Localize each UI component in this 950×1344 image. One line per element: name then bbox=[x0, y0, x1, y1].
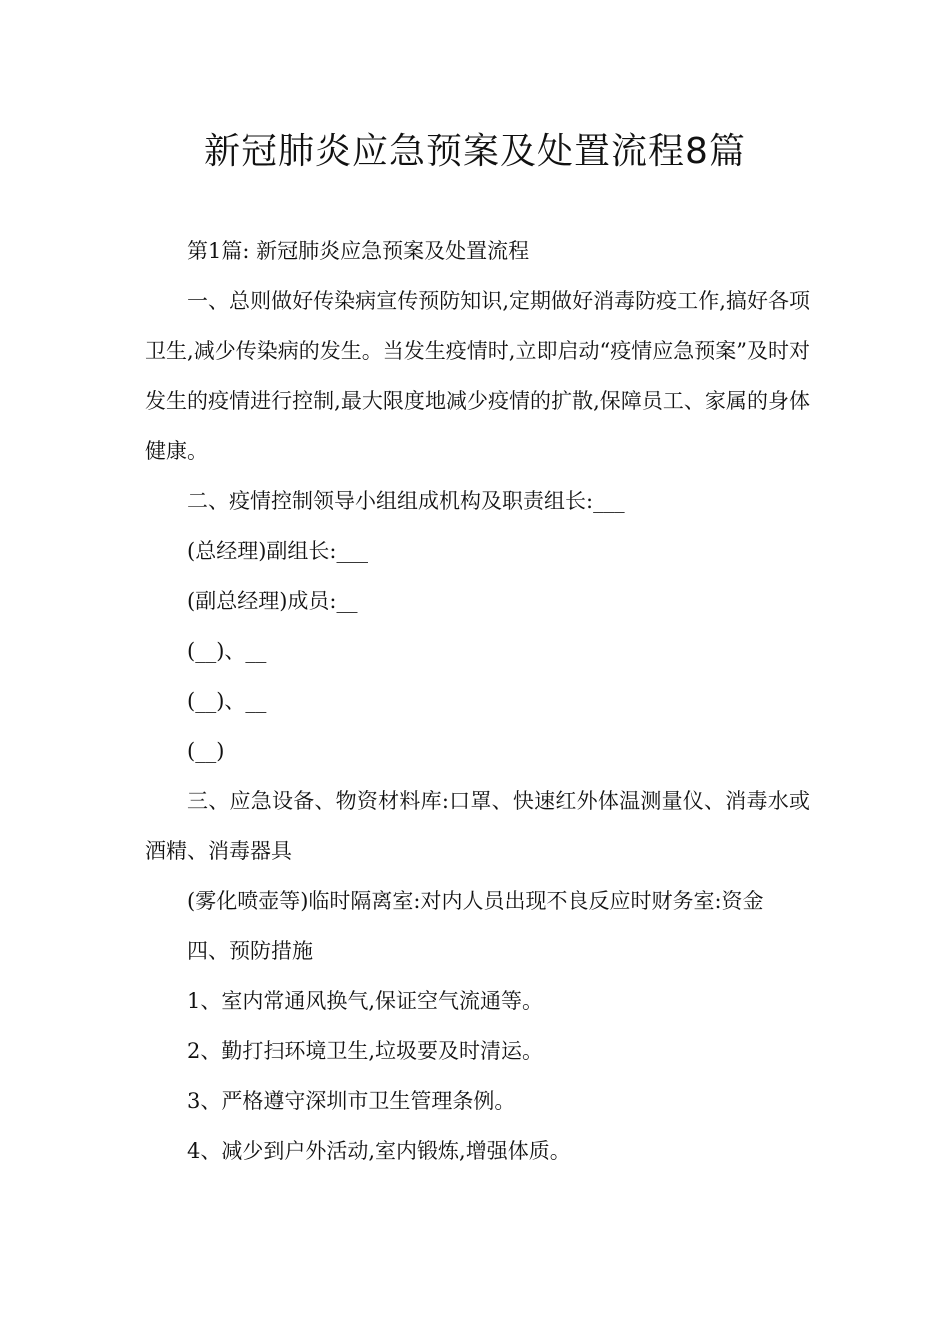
paragraph-chapter-heading: 第1篇: 新冠肺炎应急预案及处置流程 bbox=[187, 239, 530, 263]
paragraph-members: (副总经理)成员:__ bbox=[187, 589, 358, 613]
paragraph-leadership-group: 二、疫情控制领导小组组成机构及职责组长:___ bbox=[187, 489, 625, 513]
paragraph-emergency-equipment: 三、应急设备、物资材料库:口罩、快速红外体温测量仪、消毒水或酒精、消毒器具 bbox=[145, 789, 810, 863]
paragraph-prevention-item-4: 4、减少到户外活动,室内锻炼,增强体质。 bbox=[187, 1139, 571, 1163]
paragraph-general-principles: 一、总则做好传染病宣传预防知识,定期做好消毒防疫工作,搞好各项卫生,减少传染病的发生。当发生疫情时,立即启动“疫情应急预案”及时对发生的疫情进行控制,最大限度地减少疫情的扩散,保障员工、家属的身体健康。 bbox=[145, 289, 810, 463]
paragraph-prevention-heading: 四、预防措施 bbox=[187, 939, 313, 963]
document-title: 新冠肺炎应急预案及处置流程8篇 bbox=[204, 131, 746, 172]
paragraph-member-blank-3: (__) bbox=[187, 739, 225, 763]
paragraph-isolation-room: (雾化喷壶等)临时隔离室:对内人员出现不良反应时财务室:资金 bbox=[187, 889, 764, 913]
paragraph-member-blank-2: (__)、__ bbox=[187, 689, 267, 713]
paragraph-prevention-item-1: 1、室内常通风换气,保证空气流通等。 bbox=[187, 989, 544, 1013]
paragraph-member-blank-1: (__)、__ bbox=[187, 639, 267, 663]
paragraph-deputy-leader: (总经理)副组长:___ bbox=[187, 539, 368, 563]
document-body bbox=[145, 226, 810, 1176]
paragraph-prevention-item-2: 2、勤打扫环境卫生,垃圾要及时清运。 bbox=[187, 1039, 544, 1063]
paragraph-prevention-item-3: 3、严格遵守深圳市卫生管理条例。 bbox=[187, 1089, 516, 1113]
